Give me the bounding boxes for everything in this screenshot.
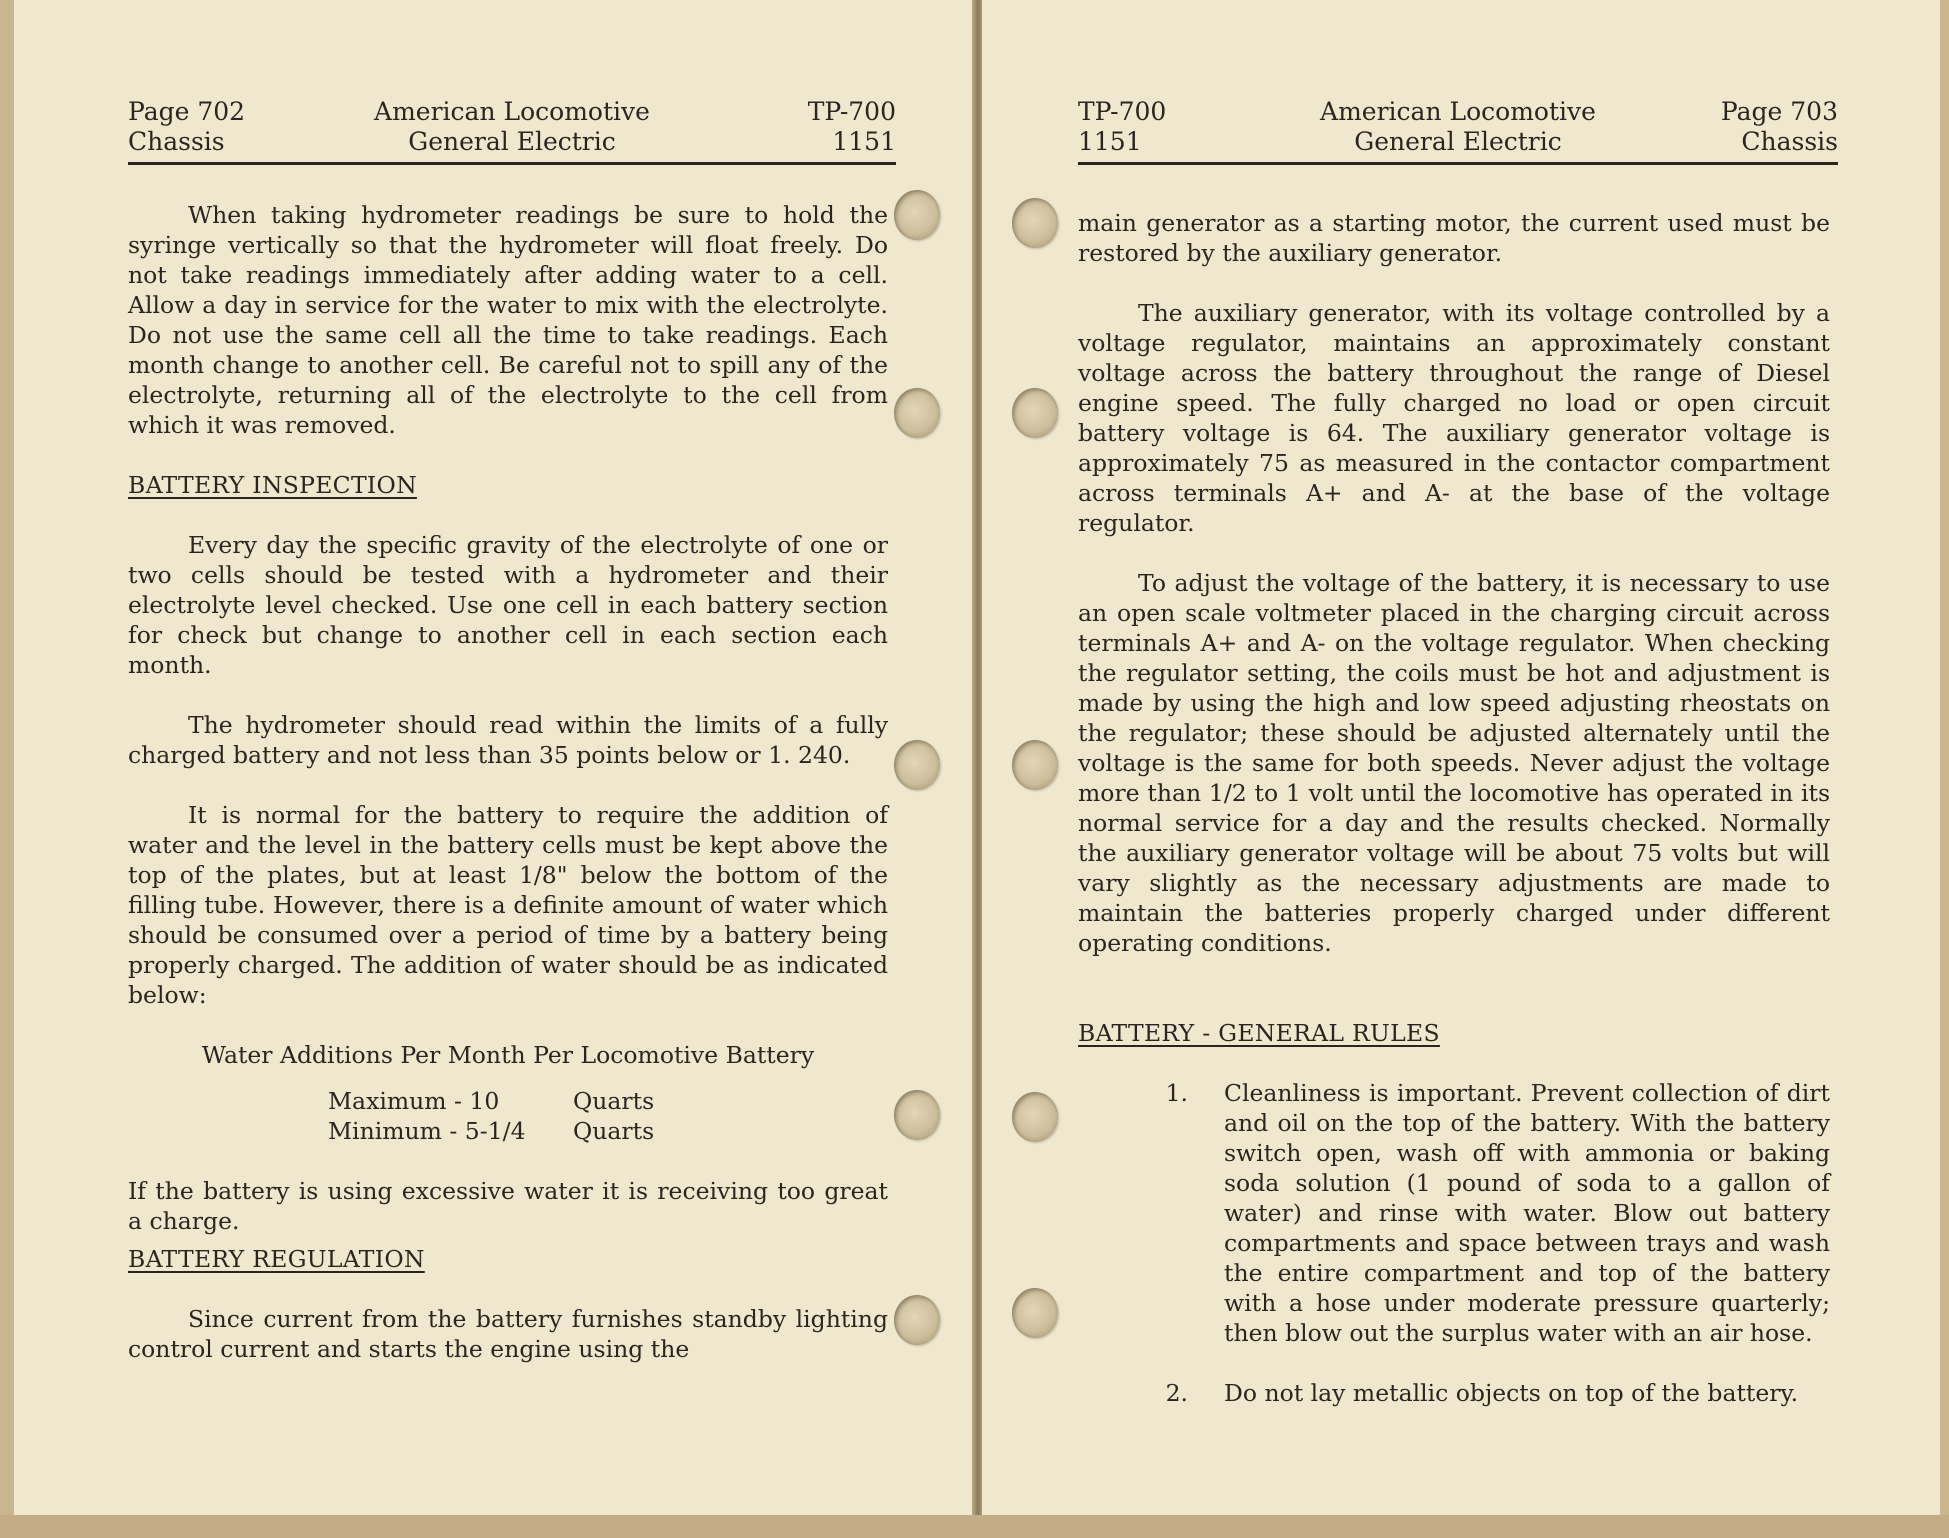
water-table-row <box>328 1086 888 1116</box>
paragraph: Every day the specific gravity of the electrolyte of one or two cells should be tested with a hydrometer and their electrolyte level checked. Use one cell in each battery section for check but change to another cell in each section each month. <box>128 531 888 679</box>
section-heading: BATTERY INSPECTION <box>128 471 417 499</box>
rule-number: 2. <box>1165 1379 1188 1407</box>
paragraph: Since current from the battery furnishes standby lighting control current and starts the engine using the <box>128 1305 888 1363</box>
rule-number: 1. <box>1165 1079 1188 1107</box>
paragraph: main generator as a starting motor, the current used must be restored by the auxiliary generator. <box>1078 209 1830 267</box>
left-page-header <box>128 98 896 165</box>
section-name: Chassis <box>128 127 225 156</box>
paragraph: If the battery is using excessive water it is receiving too great a charge. <box>128 1177 888 1235</box>
binder-hole <box>894 388 940 438</box>
doc-number: 1151 <box>832 127 896 156</box>
doc-code: TP-700 <box>1078 97 1167 126</box>
rule-item <box>1078 1378 1830 1408</box>
binder-hole <box>894 740 940 790</box>
paragraph: To adjust the voltage of the battery, it is necessary to use an open scale voltmeter placed in the charging circuit across terminals A+ and A- on the voltage regulator. When checking the regulator setting, the coils must be hot and adjustment is made by using the high and low speed adjusting rheostats on the regulator; these should be adjusted alternately until the voltage is the same for both speeds. Never adjust the voltage more than 1/2 to 1 volt until the locomotive has operated in its normal service for a day and the results checked. Normally the auxiliary generator voltage will be about 75 volts but will vary slightly as the necessary adjustments are made to maintain the batteries properly charged under different operating conditions. <box>1078 569 1830 957</box>
rule-text: Do not lay metallic objects on top of the battery. <box>1224 1379 1799 1407</box>
left-page <box>14 0 974 1515</box>
water-table-unit: Quarts <box>573 1117 655 1145</box>
page-number: Page 702 <box>128 97 246 126</box>
paragraph: The hydrometer should read within the limits of a fully charged battery and not less than 35 points below or 1. 240. <box>128 711 888 769</box>
water-table <box>328 1086 888 1146</box>
binder-hole <box>1012 740 1058 790</box>
company-line-2: General Electric <box>1354 127 1562 156</box>
binder-hole <box>894 190 940 240</box>
binder-hole <box>894 1295 940 1345</box>
company-line-2: General Electric <box>408 127 616 156</box>
doc-number: 1151 <box>1078 127 1142 156</box>
rule-item <box>1078 1078 1830 1348</box>
paragraph: It is normal for the battery to require the addition of water and the level in the battery cells must be kept above the top of the plates, but at least 1/8" below the bottom of the filling tube. However, there is a definite amount of water which should be consumed over a period of time by a battery being properly charged. The addition of water should be as indicated below: <box>128 801 888 1009</box>
right-page-body <box>1078 208 1830 1438</box>
company-line-1: American Locomotive <box>1320 97 1596 126</box>
company-line-1: American Locomotive <box>374 97 650 126</box>
paragraph: When taking hydrometer readings be sure to hold the syringe vertically so that the hydrometer will float freely. Do not take readings immediately after adding water to a cell. Allow a day in service for the water to mix with the electrolyte. Do not use the same cell all the time to take readings. Each month change to another cell. Be careful not to spill any of the electrolyte, returning all of the electrolyte to the cell from which it was removed. <box>128 201 888 439</box>
section-heading: BATTERY - GENERAL RULES <box>1078 1019 1440 1047</box>
binder-hole <box>1012 388 1058 438</box>
doc-code: TP-700 <box>807 97 896 126</box>
right-page <box>982 0 1940 1515</box>
binder-hole <box>1012 1288 1058 1338</box>
rule-text: Cleanliness is important. Prevent collection of dirt and oil on the top of the battery. With the battery switch open, wash off with ammonia or baking soda solution (1 pound of soda to a gallon of water) and rinse with water. Blow out battery compartments and space between trays and wash the entire compartment and top of the battery with a hose under moderate pressure quarterly; then blow out the surplus water with an air hose. <box>1224 1079 1830 1347</box>
water-table-label: Maximum - 10 <box>328 1087 500 1115</box>
right-page-header <box>1078 98 1838 165</box>
water-table-title: Water Additions Per Month Per Locomotive Battery <box>201 1041 815 1069</box>
water-table-label: Minimum - 5-1/4 <box>328 1117 526 1145</box>
page-number: Page 703 <box>1720 97 1838 126</box>
background-strip <box>0 1515 1949 1538</box>
binder-hole <box>1012 1092 1058 1142</box>
water-table-unit: Quarts <box>573 1087 655 1115</box>
paragraph: The auxiliary generator, with its voltage controlled by a voltage regulator, maintains an approximately constant voltage across the battery throughout the range of Diesel engine speed. The fully charged no load or open circuit battery voltage is 64. The auxiliary generator voltage is approximately 75 as measured in the contactor compartment across terminals A+ and A- at the base of the voltage regulator. <box>1078 299 1830 537</box>
left-page-body <box>128 200 888 1394</box>
binder-hole <box>894 1090 940 1140</box>
section-name: Chassis <box>1741 127 1838 156</box>
binder-hole <box>1012 198 1058 248</box>
water-table-row <box>328 1116 888 1146</box>
section-heading: BATTERY REGULATION <box>128 1245 425 1273</box>
